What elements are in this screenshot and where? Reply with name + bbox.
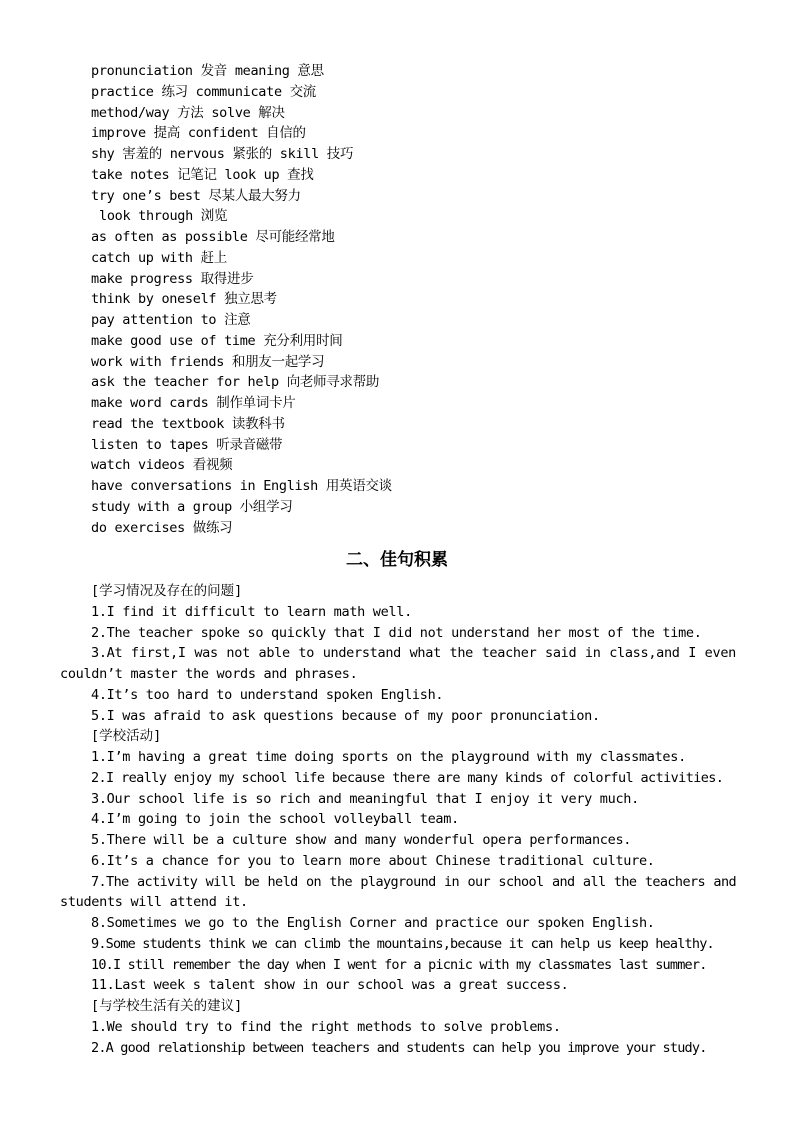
group-heading-problems: [学习情况及存在的问题] bbox=[91, 583, 243, 599]
sentence: 2.A good relationship between teachers and students can help you improve your study. bbox=[91, 1039, 707, 1056]
group-heading-advice: [与学校生活有关的建议] bbox=[91, 998, 243, 1014]
vocab-item: read the textbook 读教科书 bbox=[91, 415, 285, 432]
sentence-line: couldn’t master the words and phrases. bbox=[60, 666, 358, 682]
sentence: 3.Our school life is so rich and meaningful that I enjoy it very much. bbox=[91, 790, 639, 807]
sentence: 1.I’m having a great time doing sports on the playground with my classmates. bbox=[91, 749, 686, 765]
vocab-item: improve 提高 confident 自信的 bbox=[91, 125, 306, 142]
vocab-item: practice 练习 communicate 交流 bbox=[91, 83, 317, 100]
sentence: 5.I was afraid to ask questions because of my poor pronunciation. bbox=[91, 707, 600, 724]
vocab-item: watch videos 看视频 bbox=[91, 457, 233, 474]
vocab-item: work with friends 和朋友一起学习 bbox=[91, 353, 325, 370]
vocab-item: look through 浏览 bbox=[99, 208, 228, 225]
sentence-line: students will attend it. bbox=[60, 894, 248, 911]
vocab-item: listen to tapes 听录音磁带 bbox=[91, 436, 283, 453]
group-heading-activities: [学校活动] bbox=[91, 728, 162, 745]
sentence-wrapped bbox=[60, 643, 736, 685]
vocab-item: make progress 取得进步 bbox=[91, 270, 254, 287]
vocab-item: ask the teacher for help 向老师寻求帮助 bbox=[91, 374, 380, 391]
vocab-item: pay attention to 注意 bbox=[91, 312, 251, 328]
vocab-item: take notes 记笔记 look up 查找 bbox=[91, 166, 314, 183]
vocab-item: study with a group 小组学习 bbox=[91, 498, 293, 515]
vocab-item: pronunciation 发音 meaning 意思 bbox=[91, 63, 324, 79]
sentence: 4.It’s too hard to understand spoken English. bbox=[91, 686, 444, 703]
vocabulary-list bbox=[91, 61, 751, 538]
vocab-item: method/way 方法 solve 解决 bbox=[91, 104, 285, 121]
sentence-collection bbox=[60, 581, 736, 1058]
sentence-line: 3.At first,I was not able to understand what the teacher said in class,and I even bbox=[91, 645, 736, 662]
sentence: 4.I’m going to join the school volleyball team. bbox=[91, 811, 459, 828]
vocab-item: shy 害羞的 nervous 紧张的 skill 技巧 bbox=[91, 146, 354, 162]
sentence: 2.I really enjoy my school life because there are many kinds of colorful activities. bbox=[91, 769, 724, 786]
vocab-item: do exercises 做练习 bbox=[91, 519, 233, 536]
sentence: 2.The teacher spoke so quickly that I did not understand her most of the time. bbox=[91, 624, 702, 641]
vocab-item: catch up with 赶上 bbox=[91, 249, 227, 266]
vocab-item: make good use of time 充分利用时间 bbox=[91, 332, 343, 349]
sentence: 9.Some students think we can climb the mountains,because it can help us keep healthy. bbox=[91, 935, 714, 952]
sentence: 10.I still remember the day when I went for a picnic with my classmates last summer. bbox=[91, 956, 707, 973]
vocab-item: try one’s best 尽某人最大努力 bbox=[91, 187, 301, 204]
sentence-line: 7.The activity will be held on the playground in our school and all the teachers and bbox=[91, 873, 736, 890]
vocab-item: have conversations in English 用英语交谈 bbox=[91, 478, 392, 494]
section-title: 二、佳句积累 bbox=[346, 550, 448, 570]
sentence: 6.It’s a chance for you to learn more about Chinese traditional culture. bbox=[91, 852, 655, 869]
sentence: 8.Sometimes we go to the English Corner and practice our spoken English. bbox=[91, 915, 655, 931]
vocab-item: make word cards 制作单词卡片 bbox=[91, 395, 296, 411]
sentence: 1.I find it difficult to learn math well. bbox=[91, 603, 412, 620]
sentence: 11.Last week s talent show in our school was a great success. bbox=[91, 977, 569, 994]
vocab-item: as often as possible 尽可能经常地 bbox=[91, 229, 335, 245]
sentence-wrapped bbox=[60, 872, 736, 914]
sentence: 1.We should try to find the right methods to solve problems. bbox=[91, 1018, 561, 1035]
sentence: 5.There will be a culture show and many wonderful opera performances. bbox=[91, 832, 632, 848]
vocab-item: think by oneself 独立思考 bbox=[91, 291, 277, 308]
